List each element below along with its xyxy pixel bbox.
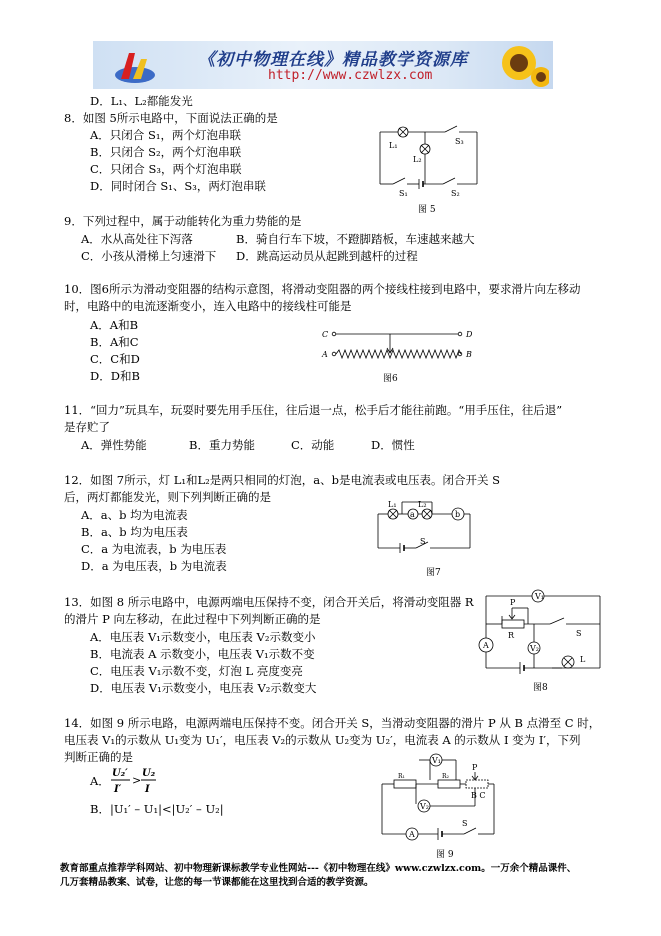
banner-title: 《初中物理在线》精品教学资源库 bbox=[198, 50, 468, 70]
fig9-label-P: P bbox=[472, 763, 478, 772]
q11-option-b: B．重力势能 bbox=[189, 438, 255, 452]
fig5-label-S3: S₃ bbox=[455, 137, 464, 146]
footer-line-2: 几万套精品教案、试卷，让您的每一节课都能在这里找到合适的教学资源。 bbox=[60, 877, 374, 888]
q14-stem-3: 判断正确的是 bbox=[64, 750, 133, 764]
fig9-label-BC: B C bbox=[471, 791, 486, 800]
fig9-label-V1: V₁ bbox=[432, 756, 441, 765]
formula-num1: U₂′ bbox=[112, 768, 128, 779]
q8-option-d: D．同时闭合 S₁、S₃，两灯泡串联 bbox=[90, 179, 266, 193]
q9-stem: 9．下列过程中，属于动能转化为重力势能的是 bbox=[64, 214, 302, 228]
q13-option-b: B．电流表 A 示数变小，电压表 V₁示数不变 bbox=[90, 647, 315, 661]
q12-option-b: B．a、b 均为电压表 bbox=[81, 525, 188, 539]
q14-option-b: B．|U₁′ – U₁|<|U₂′ – U₂| bbox=[90, 802, 224, 816]
fig8-label-V1: V₁ bbox=[535, 592, 544, 601]
fig8-caption: 图8 bbox=[533, 683, 548, 693]
fig9-label-S: S bbox=[462, 819, 468, 828]
figure-5-circuit bbox=[375, 122, 485, 204]
fig7-label-S: S bbox=[420, 537, 426, 546]
q14-stem-2: 电压表 V₁的示数从 U₁变为 U₁′，电压表 V₂的示数从 U₂变为 U₂′，电流表 A 的示数从 I 变为 I′，下列 bbox=[64, 733, 581, 747]
q12-option-d: D．a 为电压表，b 为电流表 bbox=[81, 559, 227, 573]
q11-stem-1: 11．“回力”玩具车，玩耍时要先用手压住，往后退一点，松手后才能往前跑。“用手压住，往后退” bbox=[64, 403, 563, 417]
fig6-label-D: D bbox=[466, 330, 473, 339]
fig5-label-S2: S₂ bbox=[451, 189, 460, 198]
q10-option-b: B．A和C bbox=[90, 335, 139, 349]
figure-9-circuit bbox=[376, 750, 501, 848]
fig5-label-S1: S₁ bbox=[399, 189, 408, 198]
fig5-caption: 图 5 bbox=[418, 205, 436, 215]
q13-stem-1: 13．如图 8 所示电路中，电源两端电压保持不变，闭合开关后，将滑动变阻器 R bbox=[64, 595, 474, 609]
fig7-label-L1: L₁ bbox=[388, 500, 397, 509]
fig9-label-A: A bbox=[409, 830, 415, 839]
fig8-label-V2: V₂ bbox=[530, 644, 539, 653]
fig8-label-R: R bbox=[508, 631, 515, 640]
fig7-label-a: a bbox=[410, 510, 415, 519]
footer-line-1: 教育部重点推荐学科网站、初中物理新课标教学专业性网站---《初中物理在线》www.czwlzx.com。一万余个精品课件、 bbox=[60, 863, 577, 874]
header-banner bbox=[93, 41, 553, 89]
q12-option-a: A．a、b 均为电流表 bbox=[81, 508, 188, 522]
q10-stem-2: 时，电路中的电流逐渐变小，连入电路中的接线柱可能是 bbox=[64, 299, 352, 313]
q11-option-a: A．弹性势能 bbox=[81, 438, 147, 452]
q10-option-c: C．C和D bbox=[90, 352, 140, 366]
fig8-label-P: P bbox=[510, 598, 516, 607]
banner-url[interactable]: http://www.czwlzx.com bbox=[268, 68, 433, 83]
site-logo-icon bbox=[113, 49, 157, 85]
sunflower-icon bbox=[479, 43, 549, 87]
q14-stem-1: 14．如图 9 所示电路，电源两端电压保持不变。闭合开关 S，当滑动变阻器的滑片 P 从 B 点滑至 C 时， bbox=[64, 716, 601, 730]
fig6-label-B: B bbox=[466, 350, 472, 359]
fig5-label-L1: L₁ bbox=[389, 141, 398, 150]
figure-6-rheostat bbox=[318, 326, 488, 366]
fig9-label-R1: R₁ bbox=[398, 773, 405, 780]
q13-stem-2: 的滑片 P 向左移动，在此过程中下列判断正确的是 bbox=[64, 612, 321, 626]
q9-option-b: B．骑自行车下坡，不蹬脚踏板，车速越来越大 bbox=[236, 232, 475, 246]
fig6-label-A: A bbox=[322, 350, 328, 359]
formula-op: > bbox=[132, 774, 142, 787]
fig5-label-L2: L₂ bbox=[413, 155, 422, 164]
q12-option-c: C．a 为电流表，b 为电压表 bbox=[81, 542, 227, 556]
page-footer bbox=[60, 862, 620, 890]
q11-option-d: D．惯性 bbox=[371, 438, 415, 452]
q8-stem: 8．如图 5所示电路中，下面说法正确的是 bbox=[64, 111, 278, 125]
q9-option-d: D．跳高运动员从起跳到越杆的过程 bbox=[236, 249, 418, 263]
fig8-label-A: A bbox=[483, 641, 489, 650]
q8-option-a: A．只闭合 S₁，两个灯泡串联 bbox=[90, 128, 241, 142]
fig9-label-R2: R₂ bbox=[442, 773, 449, 780]
fig7-label-L2: L₂ bbox=[418, 500, 427, 509]
q10-stem-1: 10．图6所示为滑动变阻器的结构示意图，将滑动变阻器的两个接线柱接到电路中，要求滑片向左移动 bbox=[64, 282, 581, 296]
formula-den1: I′ bbox=[114, 784, 122, 795]
q8-option-c: C．只闭合 S₃，两个灯泡串联 bbox=[90, 162, 242, 176]
q7-option-d: D．L₁、L₂都能发光 bbox=[90, 94, 193, 108]
fig7-caption: 图7 bbox=[426, 568, 441, 578]
fig7-label-b: b bbox=[455, 510, 461, 519]
fig6-caption: 图6 bbox=[383, 374, 398, 384]
figure-7-circuit bbox=[372, 498, 477, 560]
q9-option-a: A．水从高处往下泻落 bbox=[81, 232, 193, 246]
q10-option-a: A．A和B bbox=[90, 318, 139, 332]
q13-option-c: C．电压表 V₁示数不变，灯泡 L 亮度变亮 bbox=[90, 664, 303, 678]
fig9-label-V2: V₂ bbox=[420, 802, 429, 811]
q10-option-d: D．D和B bbox=[90, 369, 140, 383]
formula-den2: I bbox=[145, 784, 150, 795]
q14-option-a-formula bbox=[110, 764, 160, 798]
q11-stem-2: 是存贮了 bbox=[64, 420, 110, 434]
q13-option-d: D．电压表 V₁示数变小，电压表 V₂示数变大 bbox=[90, 681, 317, 695]
fig8-label-S: S bbox=[576, 629, 582, 638]
formula-num2: U₂ bbox=[142, 768, 156, 779]
q9-option-c: C．小孩从滑梯上匀速滑下 bbox=[81, 249, 217, 263]
q11-option-c: C．动能 bbox=[291, 438, 335, 452]
q13-option-a: A．电压表 V₁示数变小，电压表 V₂示数变小 bbox=[90, 630, 316, 644]
fig8-label-L: L bbox=[580, 655, 586, 664]
fig9-caption: 图 9 bbox=[436, 850, 454, 860]
q14-option-a-label: A． bbox=[90, 774, 110, 788]
q12-stem-2: 后，两灯都能发光，则下列判断正确的是 bbox=[64, 490, 271, 504]
figure-8-circuit bbox=[472, 588, 607, 680]
q12-stem-1: 12．如图 7所示，灯 L₁和L₂是两只相同的灯泡，a、b是电流表或电压表。闭合开关 S bbox=[64, 473, 501, 487]
q8-option-b: B．只闭合 S₂，两个灯泡串联 bbox=[90, 145, 242, 159]
fig6-label-C: C bbox=[322, 330, 329, 339]
